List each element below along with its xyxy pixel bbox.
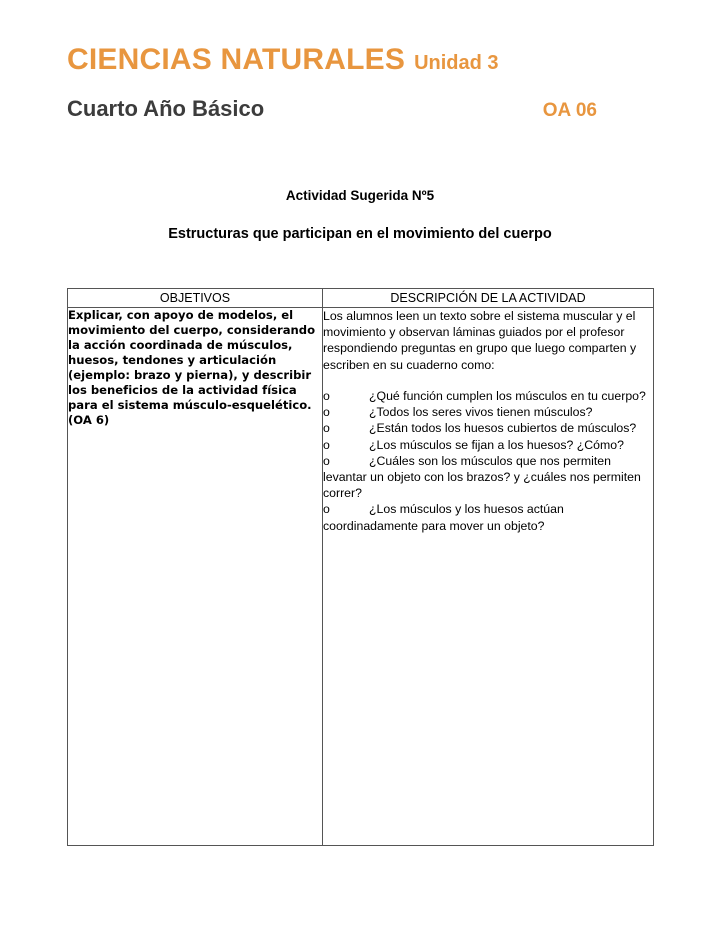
paragraph-spacer bbox=[323, 373, 653, 388]
table-header-row bbox=[68, 289, 654, 308]
list-item bbox=[323, 501, 653, 533]
activity-table bbox=[67, 288, 654, 846]
bullet-marker: o bbox=[323, 453, 330, 468]
unit-label: Unidad 3 bbox=[414, 52, 499, 74]
bullet-marker: o bbox=[323, 502, 330, 517]
document-header bbox=[67, 44, 653, 122]
subject-title: CIENCIAS NATURALES bbox=[67, 43, 406, 76]
question-text: ¿Todos los seres vivos tienen músculos? bbox=[369, 405, 593, 420]
description-cell bbox=[323, 308, 654, 846]
objectives-cell bbox=[68, 308, 323, 846]
question-text: ¿Están todos los huesos cubiertos de músculos? bbox=[369, 421, 637, 436]
list-item bbox=[323, 420, 653, 436]
list-item bbox=[323, 453, 653, 502]
grade-level-label: Cuarto Año Básico bbox=[67, 95, 265, 121]
activity-title: Estructuras que participan en el movimiento del cuerpo bbox=[168, 226, 552, 243]
bullet-marker: o bbox=[323, 437, 330, 452]
list-item bbox=[323, 437, 653, 453]
list-item bbox=[323, 388, 653, 404]
description-intro-text: Los alumnos leen un texto sobre el sistema muscular y el movimiento y observan láminas guiados por el profesor respondiendo preguntas en grupo que luego comparten y escriben en su cuaderno como: bbox=[323, 309, 637, 372]
activity-heading bbox=[67, 188, 653, 244]
learning-objective-code: OA 06 bbox=[542, 99, 597, 121]
question-text: ¿Los músculos se fijan a los huesos? ¿Cómo? bbox=[369, 437, 624, 452]
column-header-objectives: OBJETIVOS bbox=[68, 289, 323, 308]
list-item bbox=[323, 404, 653, 420]
question-text: ¿Los músculos y los huesos actúan coordinadamente para mover un objeto? bbox=[323, 502, 564, 533]
header-grade-row bbox=[67, 96, 597, 122]
bullet-marker: o bbox=[323, 388, 330, 403]
objectives-text: Explicar, con apoyo de modelos, el movimiento del cuerpo, considerando la acción coordinada de músculos, huesos, tendones y articulación (ejemplo: brazo y pierna), y describir los beneficios de la actividad física para el sistema músculo-esquelético. (OA 6) bbox=[68, 308, 316, 427]
bullet-marker: o bbox=[323, 405, 330, 420]
question-list bbox=[323, 388, 653, 534]
question-text: ¿Cuáles son los músculos que nos permiten levantar un objeto con los brazos? y ¿cuáles nos permiten correr? bbox=[323, 453, 641, 501]
column-header-description: DESCRIPCIÓN DE LA ACTIVIDAD bbox=[323, 289, 654, 308]
header-title-row bbox=[67, 44, 653, 76]
activity-number-label: Actividad Sugerida Nº5 bbox=[285, 188, 435, 203]
bullet-marker: o bbox=[323, 421, 330, 436]
table-row bbox=[68, 308, 654, 846]
question-text: ¿Qué función cumplen los músculos en tu cuerpo? bbox=[369, 388, 646, 403]
